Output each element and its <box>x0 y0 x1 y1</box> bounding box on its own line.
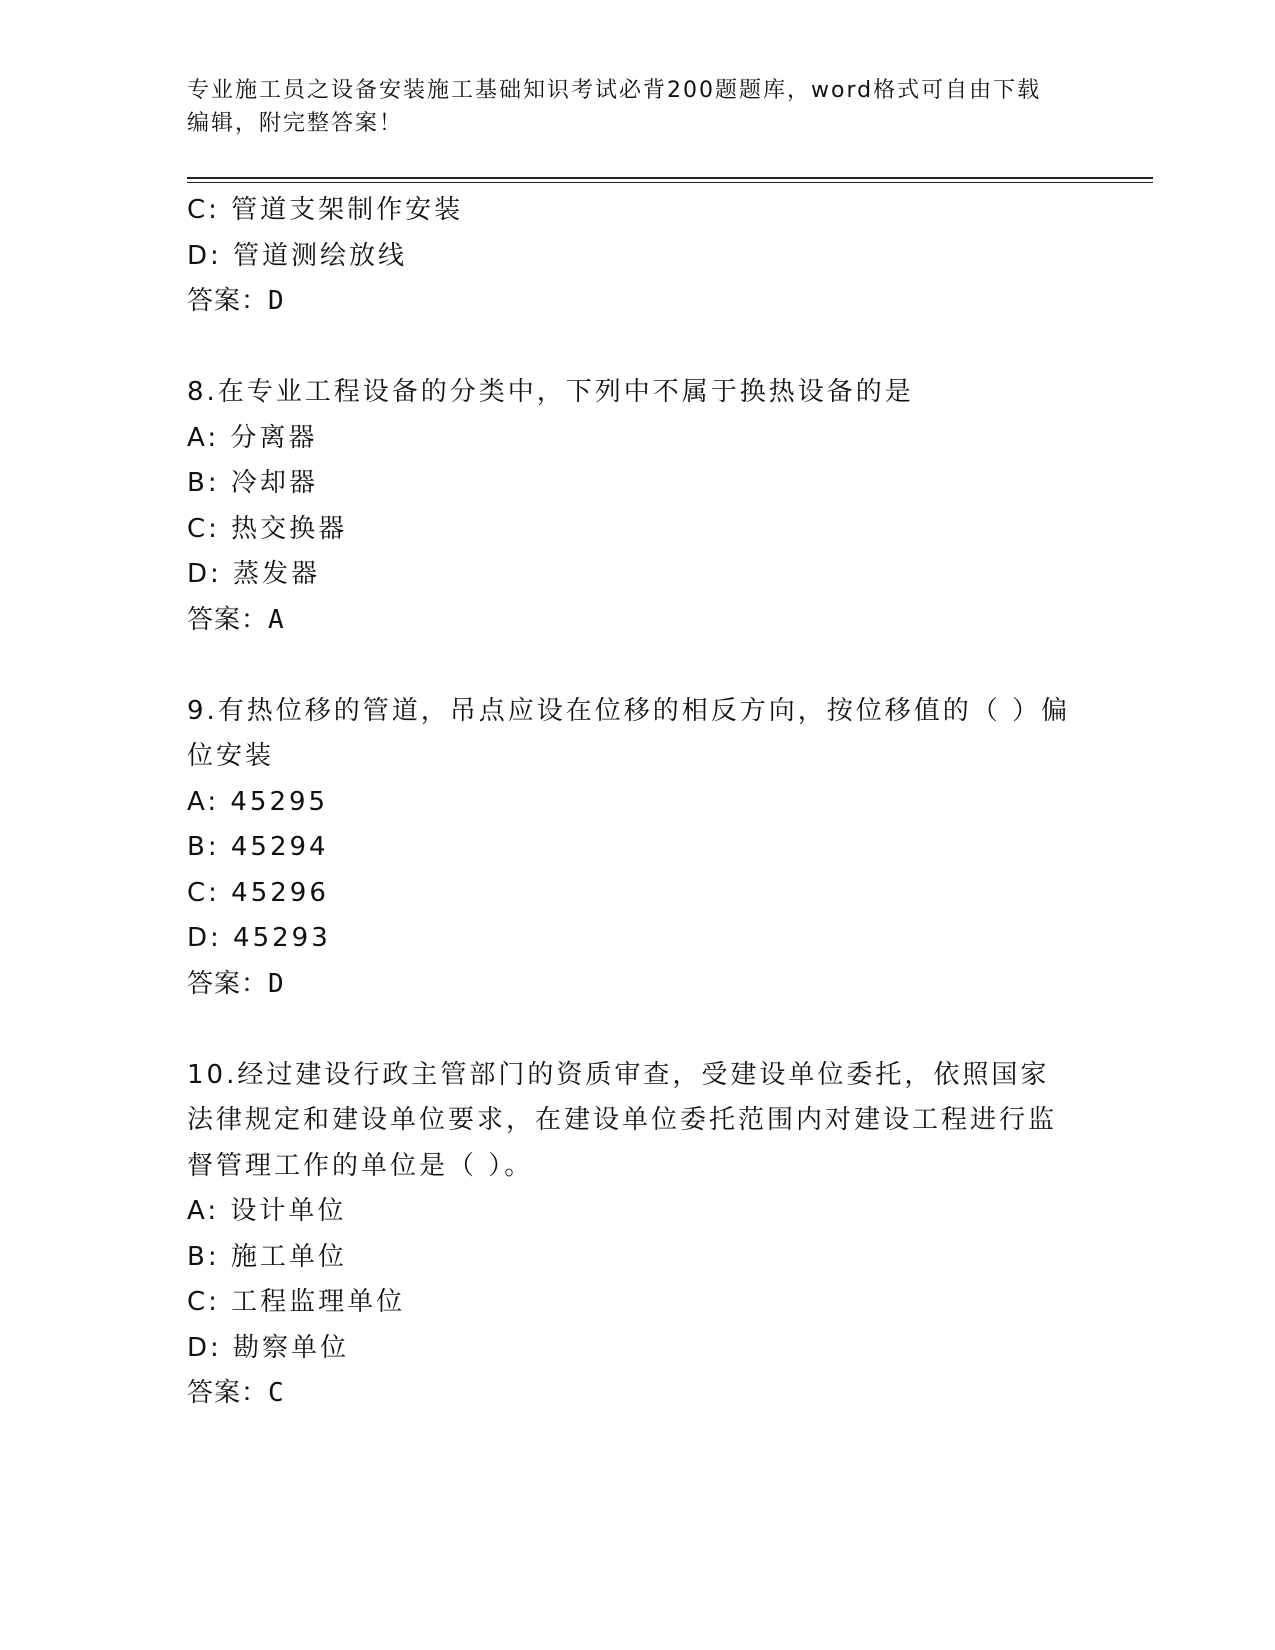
question-9-text: 9.有热位移的管道，吊点应设在位移的相反方向，按位移值的（ ）偏位安装 <box>187 695 1071 771</box>
spacer <box>187 1007 1087 1053</box>
question-10-option-c: C: 工程监理单位 <box>187 1287 406 1317</box>
question-10-option-a: A: 设计单位 <box>187 1196 347 1226</box>
question-8-option-d: D: 蒸发器 <box>187 559 321 589</box>
question-10-option-b: B: 施工单位 <box>187 1241 347 1272</box>
header-divider-thin <box>187 182 1153 183</box>
question-8-answer: 答案：A <box>187 604 285 635</box>
question-9-option-a: A: 45295 <box>187 786 329 817</box>
option-c: C: 管道支架制作安装 <box>187 195 464 225</box>
header-title-line-1: 专业施工员之设备安装施工基础知识考试必背200题题库，word格式可自由下载 <box>187 78 1042 103</box>
option-d: D: 管道测绘放线 <box>187 240 408 271</box>
question-8-option-b: B: 冷却器 <box>187 468 318 498</box>
document-header <box>187 74 1087 140</box>
question-8-option-a: A: 分离器 <box>187 422 318 453</box>
question-9-option-c: C: 45296 <box>187 877 329 908</box>
question-9-option-b: B: 45294 <box>187 832 329 862</box>
answer-line: 答案：D <box>187 286 285 316</box>
spacer <box>187 325 1087 371</box>
question-9-answer: 答案：D <box>187 968 285 999</box>
question-list <box>187 188 1087 1417</box>
question-8-text: 8.在专业工程设备的分类中，下列中不属于换热设备的是 <box>187 377 914 407</box>
header-title-line-2: 编辑，附完整答案！ <box>187 111 404 136</box>
question-10-text: 10.经过建设行政主管部门的资质审查，受建设单位委托，依照国家法律规定和建设单位要求，在建设单位委托范围内对建设工程进行监督管理工作的单位是（ ）。 <box>187 1059 1058 1181</box>
question-10-option-d: D: 勘察单位 <box>187 1332 350 1363</box>
spacer <box>187 643 1087 689</box>
question-8-option-c: C: 热交换器 <box>187 513 348 544</box>
header-divider-thick <box>187 177 1153 179</box>
question-10-answer: 答案：C <box>187 1378 285 1408</box>
question-9-option-d: D: 45293 <box>187 923 331 953</box>
